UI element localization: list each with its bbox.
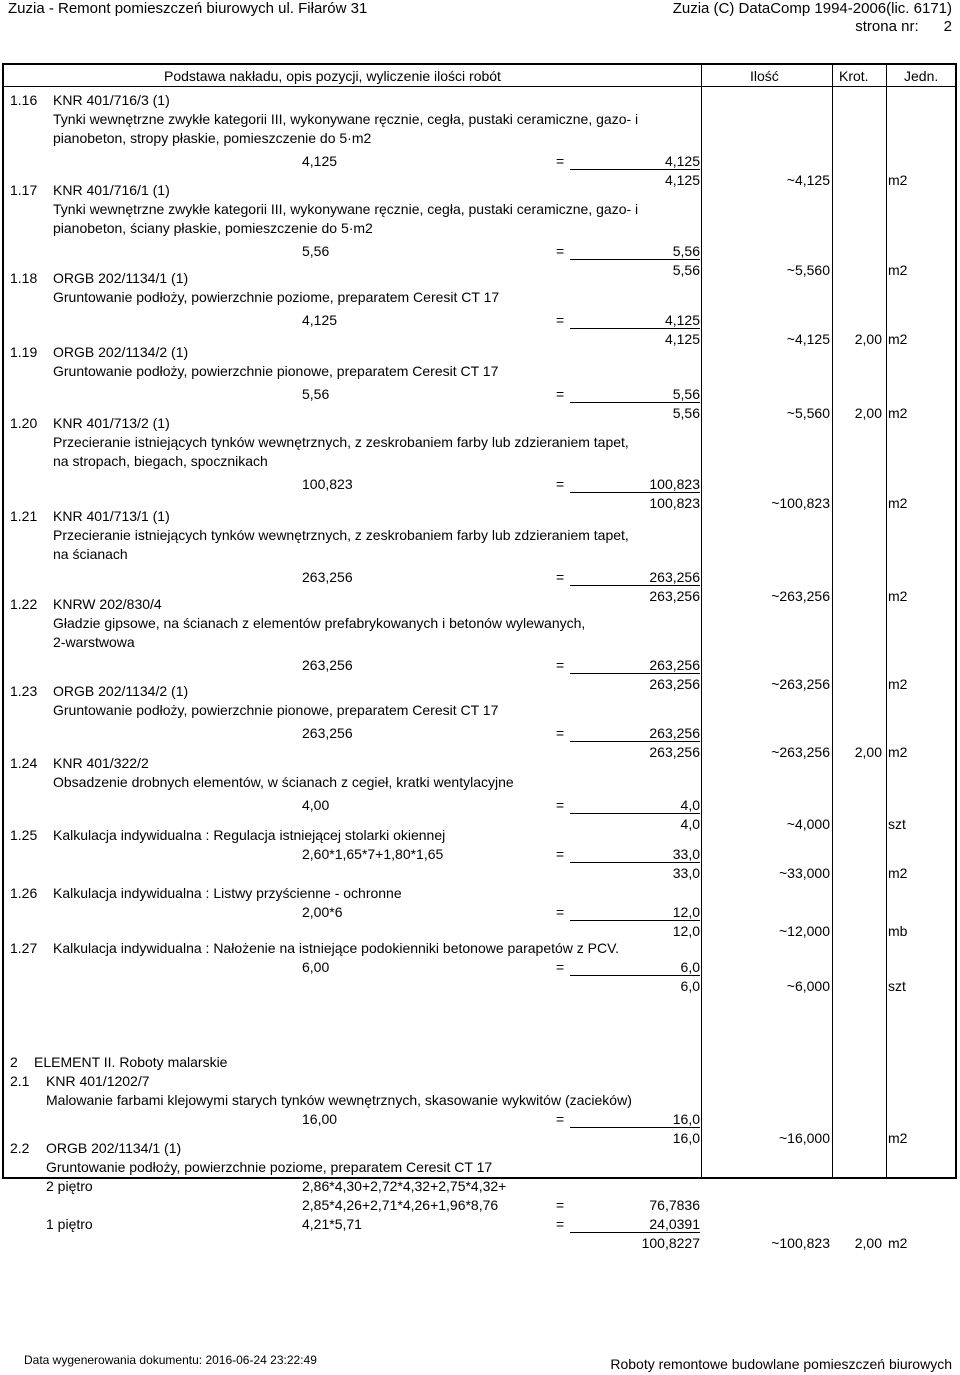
item-description: Gruntowanie podłoży, powierzchnie pionowe, preparatem Ceresit CT 17: [53, 702, 499, 718]
equals-sign: =: [556, 569, 565, 585]
copyright-line: Zuzia (C) DataComp 1994-2006(lic. 6171): [672, 0, 952, 17]
item-expression: 263,256: [302, 725, 353, 741]
item-expression: 2,00*6: [302, 904, 343, 920]
equals-sign: =: [556, 243, 565, 259]
item-expression: 6,00: [302, 959, 330, 975]
equals-sign: =: [556, 904, 565, 920]
item-description: Tynki wewnętrzne zwykłe kategorii III, wykonywane ręcznie, cegła, pustaki ceramiczne, gazo- i: [53, 111, 639, 127]
item-unit: szt: [888, 816, 906, 832]
page-number: 2: [943, 18, 952, 35]
item-expression: 2,85*4,26+2,71*4,26+1,96*8,76: [302, 1197, 499, 1213]
item-multiplier: 2,00: [854, 331, 882, 347]
item-description: Obsadzenie drobnych elementów, w ścianach z cegieł, kratki wentylacyjne: [53, 774, 514, 790]
equals-sign: =: [556, 476, 565, 492]
item-sum: 5,56: [672, 405, 700, 421]
item-description: Malowanie farbami klejowymi starych tynków wewnętrznych, skasowanie wykwitów (zacieków): [46, 1092, 632, 1108]
item-basis: Kalkulacja indywidualna : Listwy przyścienne - ochronne: [53, 885, 402, 901]
item-unit: m2: [888, 262, 908, 278]
item-quantity: ~4,125: [786, 331, 830, 347]
item-description: na stropach, biegach, spocznikach: [53, 453, 268, 469]
item-result: 4,125: [570, 312, 700, 329]
col-header-qty: Ilość: [750, 68, 779, 84]
item-unit: mb: [888, 923, 908, 939]
item-unit: m2: [888, 495, 908, 511]
item-basis: KNR 401/716/3 (1): [53, 92, 170, 108]
footer-title: Roboty remontowe budowlane pomieszczeń biurowych: [610, 1356, 952, 1372]
item-basis: ORGB 202/1134/1 (1): [53, 270, 189, 286]
item-sum: 5,56: [672, 262, 700, 278]
document-title: Zuzia - Remont pomieszczeń biurowych ul. Fiłarów 31: [8, 0, 368, 17]
item-description: Tynki wewnętrzne zwykłe kategorii III, wykonywane ręcznie, cegła, pustaki ceramiczne, gazo- i: [53, 201, 639, 217]
item-description: Gruntowanie podłoży, powierzchnie pionowe, preparatem Ceresit CT 17: [53, 363, 499, 379]
item-result: 6,0: [570, 959, 700, 976]
equals-sign: =: [556, 959, 565, 975]
header-separator: [4, 86, 955, 87]
item-number: 1.19: [10, 344, 38, 360]
item-result: 4,125: [570, 153, 700, 170]
item-expression: 4,00: [302, 797, 330, 813]
item-number: 1.18: [10, 270, 38, 286]
item-result: 33,0: [570, 846, 700, 863]
item-description: Przecieranie istniejących tynków wewnętrznych, z zeskrobaniem farby lub zdzieraniem tapet,: [53, 434, 629, 450]
item-result: 263,256: [570, 569, 700, 586]
row-result: 76,7836: [649, 1197, 700, 1213]
equals-sign: =: [556, 1216, 565, 1232]
item-expression: 2,60*1,65*7+1,80*1,65: [302, 846, 444, 862]
col-divider: [832, 65, 833, 1177]
generation-date: Data wygenerowania dokumentu: 2016-06-24 23:22:49: [24, 1353, 317, 1367]
item-description: Gruntowanie podłoży, powierzchnie poziome, preparatem Ceresit CT 17: [53, 289, 500, 305]
item-multiplier: 2,00: [854, 1235, 882, 1251]
item-result: 4,0: [570, 797, 700, 814]
item-expression: 100,823: [302, 476, 353, 492]
row-result: 24,0391: [570, 1216, 700, 1233]
equals-sign: =: [556, 657, 565, 673]
item-result: 16,0: [570, 1111, 700, 1128]
item-description: pianobeton, stropy płaskie, pomieszczenie do 5·m2: [53, 130, 372, 146]
item-number: 1.16: [10, 92, 38, 108]
item-quantity: ~100,823: [771, 1235, 830, 1251]
item-expression: 2,86*4,30+2,72*4,32+2,75*4,32+: [302, 1178, 507, 1194]
item-basis: KNR 401/713/2 (1): [53, 415, 170, 431]
col-header-krot: Krot.: [839, 68, 869, 84]
item-unit: m2: [888, 865, 908, 881]
item-unit: m2: [888, 1235, 908, 1251]
item-sum: 33,0: [672, 865, 700, 881]
item-result: 12,0: [570, 904, 700, 921]
row-label: 2 piętro: [46, 1178, 93, 1194]
equals-sign: =: [556, 846, 565, 862]
row-label: 1 piętro: [46, 1216, 93, 1232]
item-quantity: ~263,256: [771, 744, 830, 760]
item-sum: 100,8227: [641, 1235, 700, 1251]
item-expression: 4,125: [302, 153, 338, 169]
item-number: 2.1: [10, 1073, 30, 1089]
item-sum: 263,256: [649, 744, 700, 760]
item-unit: m2: [888, 1130, 908, 1146]
item-basis: KNR 401/716/1 (1): [53, 182, 170, 198]
item-sum: 263,256: [649, 676, 700, 692]
item-number: 1.17: [10, 182, 38, 198]
item-result: 100,823: [570, 476, 700, 493]
item-description: pianobeton, ściany płaskie, pomieszczenie do 5·m2: [53, 220, 373, 236]
item-sum: 6,0: [680, 978, 700, 994]
item-unit: szt: [888, 978, 906, 994]
item-quantity: ~16,000: [779, 1130, 830, 1146]
item-expression: 263,256: [302, 569, 353, 585]
item-description: na ścianach: [53, 546, 128, 562]
item-quantity: ~263,256: [771, 676, 830, 692]
item-number: 1.22: [10, 596, 38, 612]
item-unit: m2: [888, 676, 908, 692]
item-basis: ORGB 202/1134/2 (1): [53, 344, 189, 360]
item-unit: m2: [888, 331, 908, 347]
item-expression: 4,21*5,71: [302, 1216, 362, 1232]
item-quantity: ~5,560: [786, 405, 830, 421]
item-basis: KNR 401/713/1 (1): [53, 508, 170, 524]
item-number: 1.21: [10, 508, 38, 524]
equals-sign: =: [556, 725, 565, 741]
item-result: 263,256: [570, 657, 700, 674]
item-number: 1.24: [10, 755, 38, 771]
item-basis: Kalkulacja indywidualna : Regulacja istniejącej stolarki okiennej: [53, 827, 446, 843]
item-quantity: ~263,256: [771, 588, 830, 604]
item-expression: 4,125: [302, 312, 338, 328]
item-result: 5,56: [570, 386, 700, 403]
item-basis: ORGB 202/1134/1 (1): [46, 1140, 182, 1156]
section-title: ELEMENT II. Roboty malarskie: [34, 1054, 228, 1070]
item-unit: m2: [888, 588, 908, 604]
col-header-desc: Podstawa nakładu, opis pozycji, wyliczenie ilości robót: [164, 68, 501, 84]
page-number-line: [673, 18, 952, 36]
section-number: 2: [10, 1054, 18, 1070]
item-quantity: ~33,000: [779, 865, 830, 881]
equals-sign: =: [556, 1111, 565, 1127]
item-expression: 5,56: [302, 386, 330, 402]
item-sum: 100,823: [649, 495, 700, 511]
item-expression: 5,56: [302, 243, 330, 259]
item-number: 1.26: [10, 885, 38, 901]
item-expression: 16,00: [302, 1111, 338, 1127]
item-number: 2.2: [10, 1140, 30, 1156]
item-basis: KNR 401/322/2: [53, 755, 149, 771]
col-header-unit: Jedn.: [904, 68, 939, 84]
item-quantity: ~6,000: [786, 978, 830, 994]
item-sum: 4,125: [664, 331, 700, 347]
header-right: [673, 0, 952, 36]
item-basis: KNR 401/1202/7: [46, 1073, 150, 1089]
item-basis: Kalkulacja indywidualna : Nałożenie na istniejące podokienniki betonowe parapetów z PCV.: [53, 940, 620, 956]
item-quantity: ~12,000: [779, 923, 830, 939]
item-quantity: ~4,000: [786, 816, 830, 832]
item-description: Gładzie gipsowe, na ścianach z elementów prefabrykowanych i betonów wylewanych,: [53, 615, 586, 631]
item-sum: 263,256: [649, 588, 700, 604]
item-basis: ORGB 202/1134/2 (1): [53, 683, 189, 699]
item-result: 5,56: [570, 243, 700, 260]
item-sum: 4,0: [680, 816, 700, 832]
item-multiplier: 2,00: [854, 405, 882, 421]
equals-sign: =: [556, 153, 565, 169]
item-number: 1.27: [10, 940, 38, 956]
item-description: Gruntowanie podłoży, powierzchnie poziome, preparatem Ceresit CT 17: [46, 1159, 493, 1175]
item-quantity: ~100,823: [771, 495, 830, 511]
item-quantity: ~5,560: [786, 262, 830, 278]
item-sum: 16,0: [672, 1130, 700, 1146]
item-sum: 12,0: [672, 923, 700, 939]
item-description: Przecieranie istniejących tynków wewnętrznych, z zeskrobaniem farby lub zdzieraniem tapet,: [53, 527, 629, 543]
item-unit: m2: [888, 405, 908, 421]
col-divider: [886, 65, 887, 1177]
item-number: 1.20: [10, 415, 38, 431]
item-number: 1.25: [10, 827, 38, 843]
equals-sign: =: [556, 312, 565, 328]
item-multiplier: 2,00: [854, 744, 882, 760]
item-number: 1.23: [10, 683, 38, 699]
page-label: strona nr:: [855, 18, 919, 35]
item-result: 263,256: [570, 725, 700, 742]
equals-sign: =: [556, 1197, 565, 1213]
col-divider: [701, 65, 702, 1177]
item-quantity: ~4,125: [786, 172, 830, 188]
item-unit: m2: [888, 172, 908, 188]
item-basis: KNRW 202/830/4: [53, 596, 162, 612]
item-sum: 4,125: [664, 172, 700, 188]
item-unit: m2: [888, 744, 908, 760]
equals-sign: =: [556, 386, 565, 402]
item-expression: 263,256: [302, 657, 353, 673]
equals-sign: =: [556, 797, 565, 813]
estimate-table: [2, 63, 957, 1251]
item-description: 2-warstwowa: [53, 634, 135, 650]
